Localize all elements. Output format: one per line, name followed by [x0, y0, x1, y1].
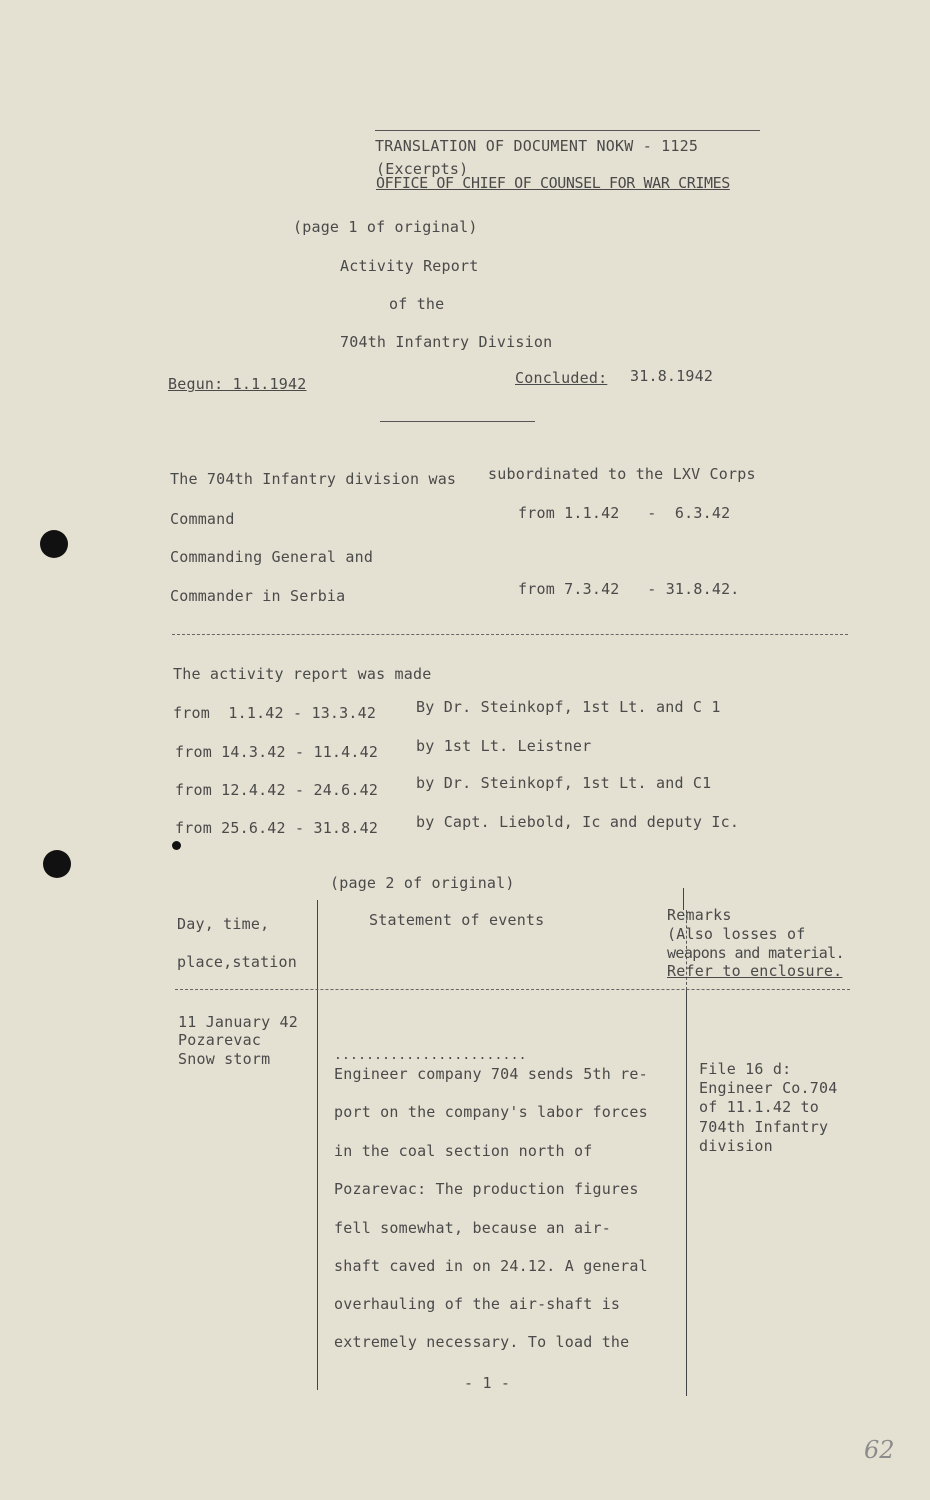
entry-weather: Snow storm	[178, 1050, 271, 1068]
subordination-period-2: from 7.3.42 - 31.8.42.	[518, 580, 740, 598]
page-number: - 1 -	[464, 1374, 511, 1392]
header-translation-line: TRANSLATION OF DOCUMENT NOKW - 1125	[375, 137, 699, 155]
ink-blot	[172, 841, 181, 850]
title-activity-report: Activity Report	[340, 257, 479, 275]
subordination-line-1a: The 704th Infantry division was	[170, 470, 457, 488]
title-divider	[380, 421, 535, 422]
header-top-rule	[375, 130, 760, 131]
statement-line-8: extremely necessary. To load the	[334, 1333, 630, 1351]
table-col3-header-l2: (Also losses of	[667, 925, 806, 943]
punch-hole-top	[40, 530, 68, 558]
report-author-3: by Dr. Steinkopf, 1st Lt. and C1	[416, 774, 712, 792]
table-col1-header-l2: place,station	[177, 953, 297, 971]
subordination-commander: Commander in Serbia	[170, 587, 346, 605]
report-period-4: from 25.6.42 - 31.8.42	[175, 819, 379, 837]
remarks-line-5: division	[699, 1137, 773, 1155]
page-ref-original-2: (page 2 of original)	[330, 874, 515, 892]
remarks-line-1: File 16 d:	[699, 1060, 792, 1078]
report-period-1: from 1.1.42 - 13.3.42	[173, 704, 377, 722]
header-excerpts-line: (Excerpts)	[376, 160, 469, 178]
report-period-3: from 12.4.42 - 24.6.42	[175, 781, 379, 799]
entry-place: Pozarevac	[178, 1031, 262, 1049]
report-author-1: By Dr. Steinkopf, 1st Lt. and C 1	[416, 698, 721, 716]
date-begun: Begun: 1.1.1942	[168, 375, 307, 393]
title-of-the: of the	[389, 295, 445, 313]
table-col-divider-2b	[686, 990, 687, 1396]
report-author-4: by Capt. Liebold, Ic and deputy Ic.	[416, 813, 740, 831]
header-office-line: OFFICE OF CHIEF OF COUNSEL FOR WAR CRIMES	[376, 174, 730, 192]
date-concluded-label: Concluded:	[515, 369, 608, 387]
subordination-command: Command	[170, 510, 235, 528]
remarks-line-2: Engineer Co.704	[699, 1079, 838, 1097]
title-division: 704th Infantry Division	[340, 333, 553, 351]
subordination-commanding: Commanding General and	[170, 548, 374, 566]
table-col-divider-1	[317, 900, 318, 1390]
remarks-line-4: 704th Infantry	[699, 1118, 829, 1136]
statement-line-2: port on the company's labor forces	[334, 1103, 648, 1121]
report-intro: The activity report was made	[173, 665, 432, 683]
table-col2-header: Statement of events	[369, 911, 545, 929]
report-period-2: from 14.3.42 - 11.4.42	[175, 743, 379, 761]
statement-line-7: overhauling of the air-shaft is	[334, 1295, 621, 1313]
statement-line-5: fell somewhat, because an air-	[334, 1219, 611, 1237]
statement-line-1: Engineer company 704 sends 5th re-	[334, 1065, 648, 1083]
statement-line-6: shaft caved in on 24.12. A general	[334, 1257, 648, 1275]
table-header-divider	[175, 989, 850, 990]
table-col1-header-l1: Day, time,	[177, 915, 270, 933]
statement-line-3: in the coal section north of	[334, 1142, 593, 1160]
section-divider	[172, 634, 848, 635]
table-col3-header-l4: Refer to enclosure.	[667, 962, 843, 980]
statement-line-4: Pozarevac: The production figures	[334, 1180, 639, 1198]
date-concluded-value: 31.8.1942	[630, 367, 714, 385]
table-col3-header-l3: weapons and material.	[667, 944, 845, 962]
subordination-period-1: from 1.1.42 - 6.3.42	[518, 504, 731, 522]
entry-dots: ........................	[334, 1048, 527, 1063]
handwritten-page-number: 62	[864, 1436, 895, 1464]
page-ref-original-1: (page 1 of original)	[293, 218, 478, 236]
report-author-2: by 1st Lt. Leistner	[416, 737, 592, 755]
subordination-line-1b: subordinated to the LXV Corps	[488, 465, 756, 483]
punch-hole-bottom	[43, 850, 71, 878]
table-col3-header-l1: Remarks	[667, 906, 732, 924]
entry-date: 11 January 42	[178, 1013, 298, 1031]
remarks-line-3: of 11.1.42 to	[699, 1098, 819, 1116]
